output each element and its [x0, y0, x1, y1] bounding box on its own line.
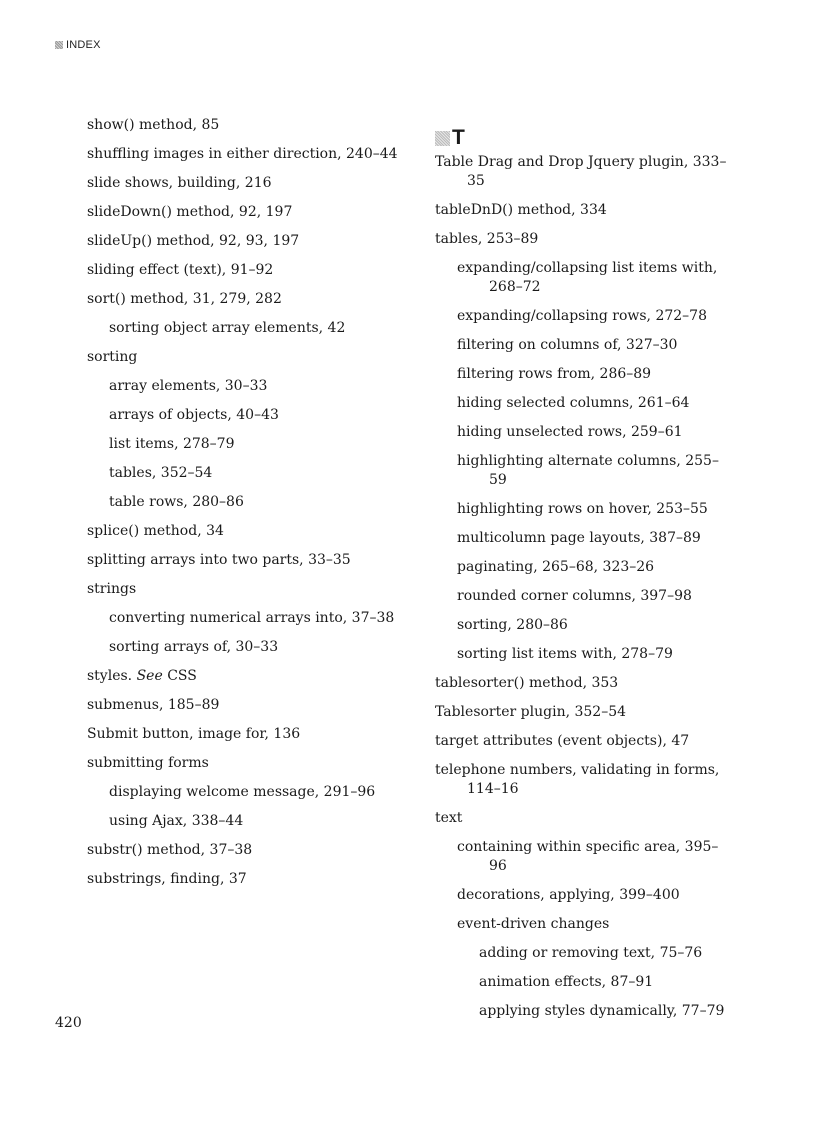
index-entry [457, 394, 735, 413]
index-entry-text: paginating, 265–68, 323–26 [457, 559, 655, 575]
index-entry-text: strings [87, 581, 137, 597]
index-entry [109, 377, 417, 396]
index-entry [109, 812, 417, 831]
index-entry [479, 1002, 735, 1021]
index-entry [435, 732, 735, 751]
index-entry-text: list items, 278–79 [109, 436, 235, 452]
index-entry [435, 761, 735, 799]
index-entry-text: using Ajax, 338–44 [109, 813, 244, 829]
index-entry [87, 870, 417, 889]
index-entry-text: substrings, finding, 37 [87, 871, 247, 887]
index-entry [457, 423, 735, 442]
index-entry-text: expanding/collapsing list items with, 268–72 [457, 260, 718, 295]
index-entry [109, 435, 417, 454]
index-entry-text: text [435, 810, 463, 826]
index-entry-text: multicolumn page layouts, 387–89 [457, 530, 701, 546]
index-entry [87, 203, 417, 222]
index-entry-text: table rows, 280–86 [109, 494, 244, 510]
index-entry [109, 783, 417, 802]
index-entry [87, 696, 417, 715]
index-entry [457, 915, 735, 934]
index-entry-text: sort() method, 31, 279, 282 [87, 291, 282, 307]
index-entry [457, 558, 735, 577]
index-entry-text: substr() method, 37–38 [87, 842, 253, 858]
page-number: 420 [55, 1015, 82, 1031]
index-entry-text: sliding effect (text), 91–92 [87, 262, 274, 278]
running-head-label: INDEX [66, 39, 101, 51]
index-entry [435, 153, 735, 191]
index-entry-text: slideUp() method, 92, 93, 197 [87, 233, 300, 249]
index-entry-text: sorting, 280–86 [457, 617, 568, 633]
index-column-right [435, 116, 735, 1021]
index-entry [87, 667, 417, 686]
index-entry-text: highlighting alternate columns, 255–59 [457, 453, 719, 488]
index-entry [457, 587, 735, 606]
index-entry [109, 493, 417, 512]
index-entry-text: tableDnD() method, 334 [435, 202, 607, 218]
index-entry-text: event-driven changes [457, 916, 610, 932]
index-entry [457, 452, 735, 490]
index-entry-text: tables, 352–54 [109, 465, 213, 481]
index-entry-text: Table Drag and Drop Jquery plugin, 333–35 [435, 154, 727, 189]
index-entry-text: animation effects, 87–91 [479, 974, 654, 990]
index-entry-text: splitting arrays into two parts, 33–35 [87, 552, 351, 568]
index-entry-text: filtering rows from, 286–89 [457, 366, 652, 382]
index-entry-text: Tablesorter plugin, 352–54 [435, 704, 627, 720]
index-entry-text: containing within specific area, 395–96 [457, 839, 719, 874]
index-entry-text: adding or removing text, 75–76 [479, 945, 703, 961]
index-entry-text: show() method, 85 [87, 117, 220, 133]
index-entry-text: highlighting rows on hover, 253–55 [457, 501, 708, 517]
index-column-left [87, 116, 417, 889]
index-entry-text: splice() method, 34 [87, 523, 224, 539]
index-entry-text: hiding selected columns, 261–64 [457, 395, 690, 411]
index-entry [87, 522, 417, 541]
index-entry-text: Submit button, image for, 136 [87, 726, 301, 742]
index-entry-text: decorations, applying, 399–400 [457, 887, 680, 903]
index-entry-text: rounded corner columns, 397–98 [457, 588, 692, 604]
index-entry-text: expanding/collapsing rows, 272–78 [457, 308, 707, 324]
index-entry-text: array elements, 30–33 [109, 378, 268, 394]
index-entry-text: sorting arrays of, 30–33 [109, 639, 279, 655]
index-entry-text: displaying welcome message, 291–96 [109, 784, 376, 800]
index-entry-text: shuffling images in either direction, 240–44 [87, 146, 398, 162]
section-letter-heading [435, 122, 735, 148]
index-entry-text: submitting forms [87, 755, 209, 771]
index-entry [109, 406, 417, 425]
index-entry-text: sorting list items with, 278–79 [457, 646, 673, 662]
index-entry [87, 290, 417, 309]
index-entry [109, 464, 417, 483]
index-entry [479, 944, 735, 963]
index-entry [87, 232, 417, 251]
index-entry [457, 616, 735, 635]
index-entry [435, 703, 735, 722]
running-head [55, 39, 101, 51]
index-entry-text: slideDown() method, 92, 197 [87, 204, 293, 220]
index-entry-text: arrays of objects, 40–43 [109, 407, 279, 423]
index-entry-text: sorting [87, 349, 138, 365]
index-entry-text: tables, 253–89 [435, 231, 539, 247]
square-bullet-icon [55, 41, 63, 49]
index-entry [457, 838, 735, 876]
index-entry [87, 754, 417, 773]
index-entry-text: telephone numbers, validating in forms, 114–16 [435, 762, 720, 797]
index-entry-text: sorting object array elements, 42 [109, 320, 346, 336]
index-entry-text: tablesorter() method, 353 [435, 675, 619, 691]
index-entry [457, 365, 735, 384]
index-entry [87, 841, 417, 860]
index-entry [87, 580, 417, 599]
index-entry-text: submenus, 185–89 [87, 697, 220, 713]
index-entry [87, 261, 417, 280]
index-entry [87, 145, 417, 164]
index-entry-text: filtering on columns of, 327–30 [457, 337, 678, 353]
index-entry-text: hiding unselected rows, 259–61 [457, 424, 683, 440]
index-entry [457, 500, 735, 519]
index-entry [109, 609, 417, 628]
see-reference: See [136, 668, 163, 684]
index-entry [479, 973, 735, 992]
index-entry [457, 529, 735, 548]
section-letter: T [452, 126, 465, 149]
index-entry [435, 809, 735, 828]
index-entry [457, 307, 735, 326]
square-bullet-icon [435, 131, 450, 146]
index-entry [435, 674, 735, 693]
index-entry [87, 348, 417, 367]
index-entry [109, 638, 417, 657]
index-entry [435, 201, 735, 220]
index-entry [435, 230, 735, 249]
index-entry-text: slide shows, building, 216 [87, 175, 272, 191]
index-entry-text: target attributes (event objects), 47 [435, 733, 690, 749]
index-entry [457, 645, 735, 664]
index-entry [87, 551, 417, 570]
index-entry [109, 319, 417, 338]
index-entry [457, 336, 735, 355]
index-entry [457, 886, 735, 905]
index-entry-text: converting numerical arrays into, 37–38 [109, 610, 395, 626]
index-entry [87, 174, 417, 193]
index-entry-text: styles. [87, 668, 137, 684]
see-target: CSS [162, 668, 197, 684]
index-entry [457, 259, 735, 297]
index-entry-text: applying styles dynamically, 77–79 [479, 1003, 725, 1019]
index-entry [87, 725, 417, 744]
index-entry [87, 116, 417, 135]
